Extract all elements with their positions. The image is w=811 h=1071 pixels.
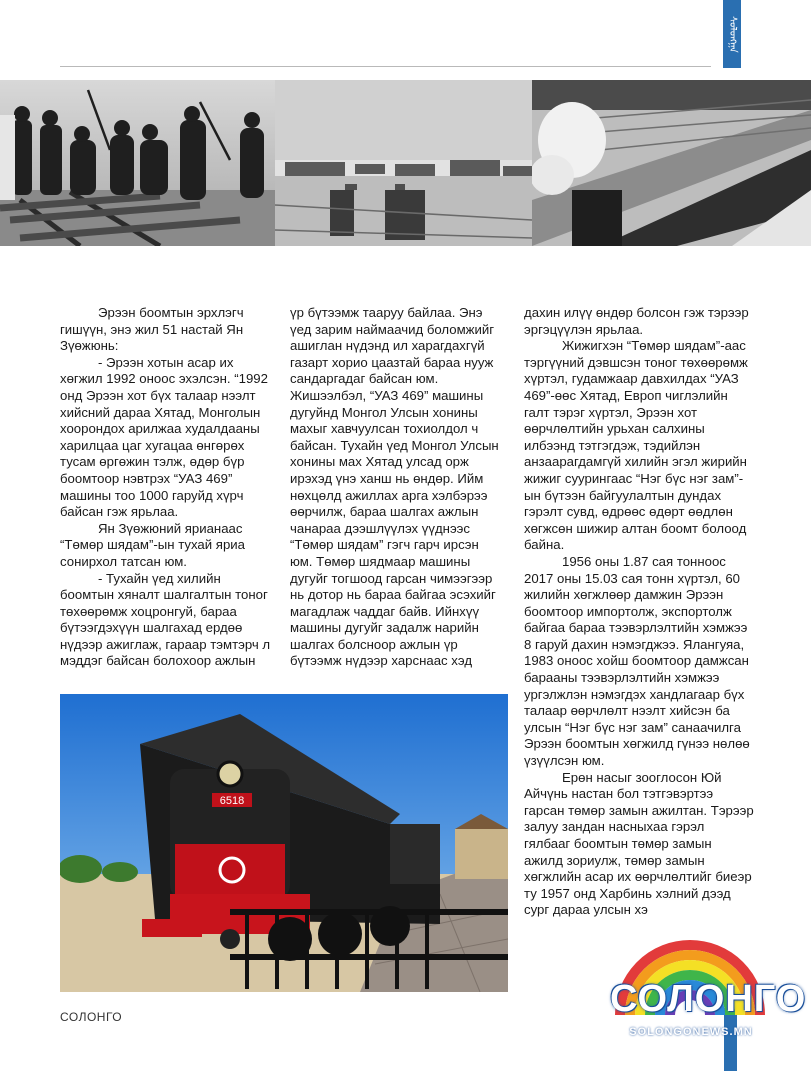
footer-folio: СОЛОНГО [60, 1010, 123, 1024]
header-rule [60, 66, 711, 67]
photo-locomotive [60, 694, 508, 992]
paragraph: 1956 оны 1.87 сая тонноос 2017 оны 15.03 сая тонн хүртэл, 60 жилийн хөгжлөөр дамжин Эрээн боомтоор импортолж, экспортолж байгаа бараа тээвэрлэлтийн хэмжээ 8 гаруй дахин нэмэгджээ. Ялангуяа, 1983 оноос хойш боомтоор дамжсан барааны тээвэрлэлтийн хэмжээ ургэлжлэн нэмэгдэх хандлагаар бүх талаар өөрчлөлт нээлт хийсэн ба улсын “Нэг бүс нэг зам” санаачилга Эрээн боомтын хөгжилд гүнээ нөлөө үзүүлсэн юм. [524, 553, 750, 769]
paragraph: Эрээн боомтын эрхлэгч гишүүн, энэ жил 51 настай Ян Зүөжюнь: [60, 305, 244, 354]
paragraph: үр бүтээмж тааруу байлаа. Энэ үед зарим наймаачид боломжийг ашиглан нүдэнд ил харагдахгүй газарт хорио цаазтай бараа нууж сандаргадаг байсан юм. Жишээлбэл, “УАЗ 469” машины дугуйнд Монгол Улсын хонины махыг хавчуулсан тохиолдол ч байсан. Тухайн үед Монгол Улсын хонины мах Хятад улсад орж ирэхэд үнэ ханш нь өндөр. Ийм нөхцөлд ажиллах арга хэлбэрээ өөрчилж, бараа шалгах ажлын чанараа дээшлүүлэх үүднээс “Төмөр шядам” гэгч гарч ирсэн юм. Төмөр шядмаар машины дугуйг тогшоод гарсан чимээгээр нь дотор нь бараа байгаа эсэхийг магадлаж чаддаг байв. Ийнхүү машины дугуйг задалж нарийн шалгах болсноор ажлын үр бүтээмж нүдээр харснаас хэд [290, 305, 499, 669]
paragraph: Ерөн насыг зооглосон Юй Айчүнь настан бол тэтгэвэртээ гарсан төмөр замын ажилтан. Тэрээр залуу зандан насныхаа гэрэл гялбааг боомтын төмөр замын ажилд зориулж, төмөр замын хөгжлийн асар их өөрчлөлтийг биеэр ту 1957 онд Харбинь хэлний дээд сург дараа улсын хэ [524, 769, 754, 918]
photo-rail-workers [0, 80, 275, 246]
paragraph: Ян Зүөжюний ярианаас “Төмөр шядам”-ын тухай яриа сонирхол татсан юм. [60, 520, 245, 569]
paragraph: - Тухайн үед хилийн боомтын хяналт шалгалтын тоног төхөөрөмж хоцронгуй, бараа бүтээгдэхүүн шалгахад ердөө нүдээр ажиглаж, гараар тэмтэрч л мэддэг байсан болохоор ажлын [60, 570, 271, 669]
article-column-2 [290, 305, 502, 670]
article-column-3 [524, 305, 754, 919]
paragraph: - Эрээн хотын асар их хөгжил 1992 оноос эхэлсэн. “1992 онд Эрээн хот бүх талаар нээлт хийсний дараа Хятад, Монголын хоорондох арилжаа худалдааны харилцаа цаг хугацаа өнгөрөх тусам өргөжин тэлж, өдөр бүр боомтоор нэвтрэх “УАЗ 469” машины тоо 1000 гаруйд хүрч байсан гэж ярьлаа. [60, 354, 268, 520]
photo-old-station [275, 80, 532, 246]
logo-wordmark: СОЛОНГО [610, 978, 807, 1020]
logo-url: SOLONGONEWS.MN [629, 1026, 753, 1038]
photo-steam-train-yard [532, 80, 811, 246]
number-plate-text: 6518 [219, 795, 245, 807]
paragraph: Жижигхэн “Төмөр шядам”-аас тэргүүний дэвшсэн тоног төхөөрөмж хүртэл, гудамжаар давхилдах “УАЗ 469”-өөс Хятад, Европ чиглэлийн галт тэрэг хүртэл, Эрээн хот өөрчлөлтийн урьхан салхины илбээнд тэтгэгдэж, тэдийлэн анзаарагдамгүй хилийн эгэл жирийн жижиг суурингаас “Нэг бүс нэг зам”-ын бүтээн байгуулалтын дундах гэрэлт сувд, өдрөөс өдөрт өөдлөн хөгжсөн шижир алтан боомт болоод байна. [524, 338, 748, 553]
side-section-tab: ᠰᠣᠯᠣᠩᠭ᠋ᠠ [723, 0, 741, 68]
paragraph: дахин илүү өндөр болсон гэж тэрээр эргэцүүлэн ярьлаа. [524, 305, 749, 337]
article-column-1 [60, 305, 273, 670]
